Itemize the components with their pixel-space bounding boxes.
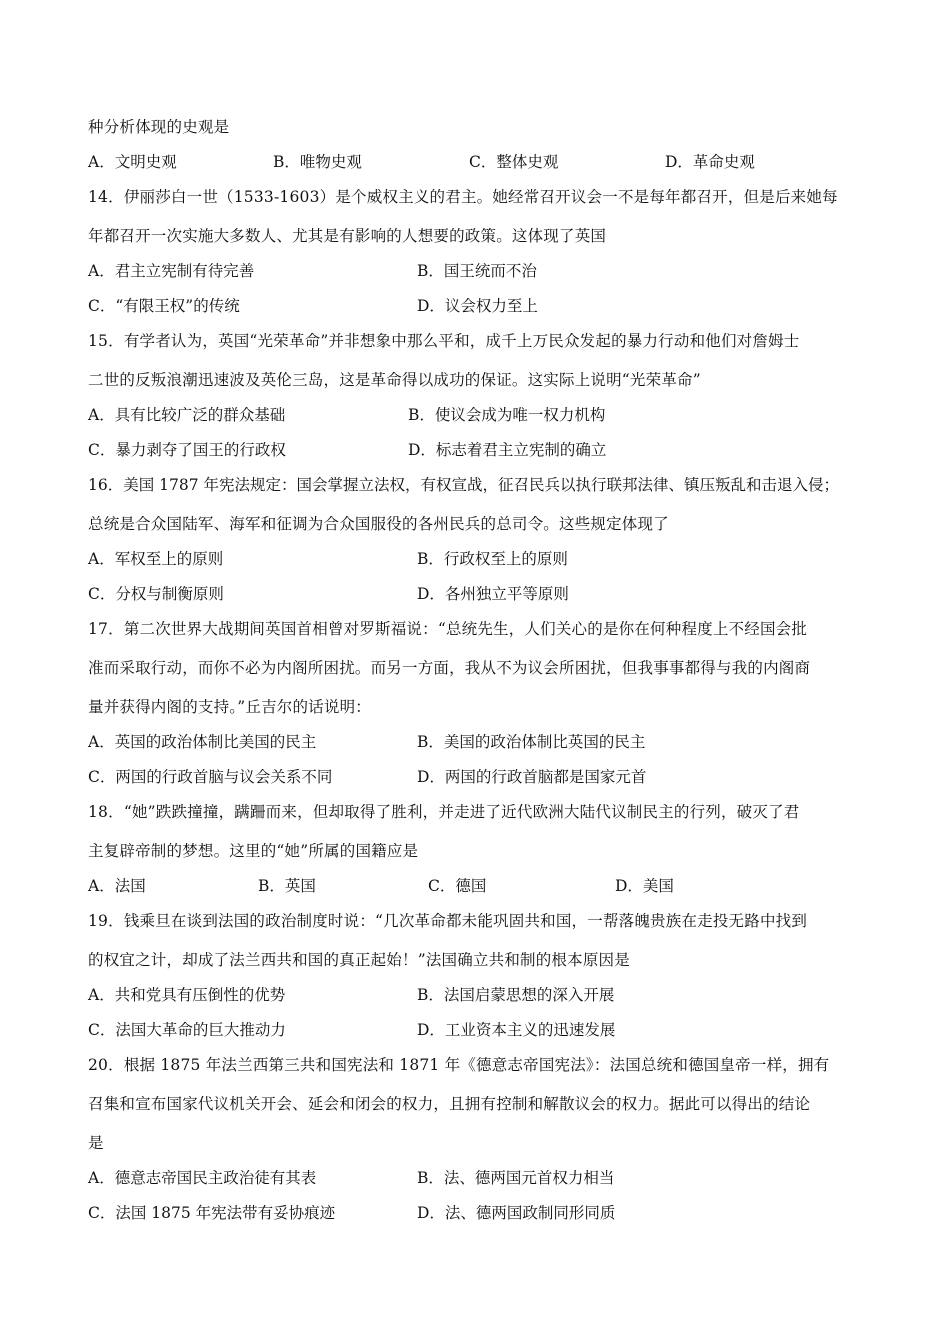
q16-option-a: A．军权至上的原则 <box>88 550 224 568</box>
q17-option-a: A．英国的政治体制比美国的民主 <box>88 733 317 751</box>
q20-option-c: C．法国 1875 年宪法带有妥协痕迹 <box>88 1204 336 1222</box>
q19-option-d: D．工业资本主义的迅速发展 <box>417 1021 616 1039</box>
q16-option-d: D．各州独立平等原则 <box>417 585 569 603</box>
q13-option-b: B．唯物史观 <box>273 153 362 171</box>
q17-option-b: B．美国的政治体制比英国的民主 <box>417 733 646 751</box>
q15-option-d: D．标志着君主立宪制的确立 <box>408 441 607 459</box>
q16-option-b: B．行政权至上的原则 <box>417 550 568 568</box>
q19-option-a: A．共和党具有压倒性的优势 <box>88 986 286 1004</box>
q18-option-a: A．法国 <box>88 877 146 895</box>
q14-option-b: B．国王统而不治 <box>417 262 537 280</box>
q17-option-c: C．两国的行政首脑与议会关系不同 <box>88 768 333 786</box>
q17-stem-line-1: 17．第二次世界大战期间英国首相曾对罗斯福说：“总统先生，人们关心的是你在何种程度上不经国会批 <box>88 620 808 638</box>
q20-option-a: A．德意志帝国民主政治徒有其表 <box>88 1169 317 1187</box>
q15-option-b: B．使议会成为唯一权力机构 <box>408 406 606 424</box>
q19-option-b: B．法国启蒙思想的深入开展 <box>417 986 615 1004</box>
q13-option-c: C．整体史观 <box>469 153 559 171</box>
q19-stem-line-1: 19．钱乘旦在谈到法国的政治制度时说：“几次革命都未能巩固共和国，一帮落魄贵族在走投无路中找到 <box>88 912 808 930</box>
q20-stem-line-1: 20．根据 1875 年法兰西第三共和国宪法和 1871 年《德意志帝国宪法》：法国总统和德国皇帝一样，拥有 <box>88 1056 830 1074</box>
q16-option-c: C．分权与制衡原则 <box>88 585 224 603</box>
q19-option-c: C．法国大革命的巨大推动力 <box>88 1021 286 1039</box>
q18-stem-line-2: 主复辟帝制的梦想。这里的“她”所属的国籍应是 <box>88 842 419 860</box>
q17-stem-line-3: 量并获得内阁的支持。”丘吉尔的话说明： <box>88 698 371 716</box>
q16-stem-line-2: 总统是合众国陆军、海军和征调为合众国服役的各州民兵的总司令。这些规定体现了 <box>88 515 669 533</box>
q20-stem-line-3: 是 <box>88 1134 104 1152</box>
q17-option-d: D．两国的行政首脑都是国家元首 <box>417 768 647 786</box>
q14-option-a: A．君主立宪制有待完善 <box>88 262 255 280</box>
q18-stem-line-1: 18．“她”跌跌撞撞，蹒跚而来，但却取得了胜利，并走进了近代欧洲大陆代议制民主的行列，破灭了君 <box>88 803 800 821</box>
q14-option-d: D．议会权力至上 <box>417 297 538 315</box>
q15-option-c: C．暴力剥夺了国王的行政权 <box>88 441 286 459</box>
q18-option-d: D．美国 <box>615 877 674 895</box>
q20-option-b: B．法、德两国元首权力相当 <box>417 1169 615 1187</box>
q18-option-b: B．英国 <box>258 877 316 895</box>
q15-stem-line-1: 15．有学者认为，英国“光荣革命”并非想象中那么平和，成千上万民众发起的暴力行动和他们对詹姆士 <box>88 332 800 350</box>
q17-stem-line-2: 准而采取行动，而你不必为内阁所困扰。而另一方面，我从不为议会所困扰，但我事事都得与我的内阁商 <box>88 659 811 677</box>
q20-stem-line-2: 召集和宣布国家代议机关开会、延会和闭会的权力，且拥有控制和解散议会的权力。据此可以得出的结论 <box>88 1095 811 1113</box>
q14-option-c: C．“有限王权”的传统 <box>88 297 240 315</box>
q19-stem-line-2: 的权宜之计，却成了法兰西共和国的真正起始！”法国确立共和制的根本原因是 <box>88 951 630 969</box>
q13-stem-continuation: 种分析体现的史观是 <box>88 118 230 136</box>
q18-option-c: C．德国 <box>428 877 487 895</box>
q14-stem-line-2: 年都召开一次实施大多数人、尤其是有影响的人想要的政策。这体现了英国 <box>88 227 607 245</box>
q20-option-d: D．法、德两国政制同形同质 <box>417 1204 616 1222</box>
q13-option-a: A．文明史观 <box>88 153 177 171</box>
q14-stem-line-1: 14．伊丽莎白一世（1533-1603）是个威权主义的君主。她经常召开议会一不是每年都召开，但是后来她每 <box>88 188 838 206</box>
q15-option-a: A．具有比较广泛的群众基础 <box>88 406 286 424</box>
q16-stem-line-1: 16．美国 1787 年宪法规定：国会掌握立法权，有权宣战，征召民兵以执行联邦法律、镇压叛乱和击退入侵； <box>88 476 840 494</box>
q15-stem-line-2: 二世的反叛浪潮迅速波及英伦三岛，这是革命得以成功的保证。这实际上说明“光荣革命” <box>88 371 701 389</box>
q13-option-d: D．革命史观 <box>665 153 755 171</box>
